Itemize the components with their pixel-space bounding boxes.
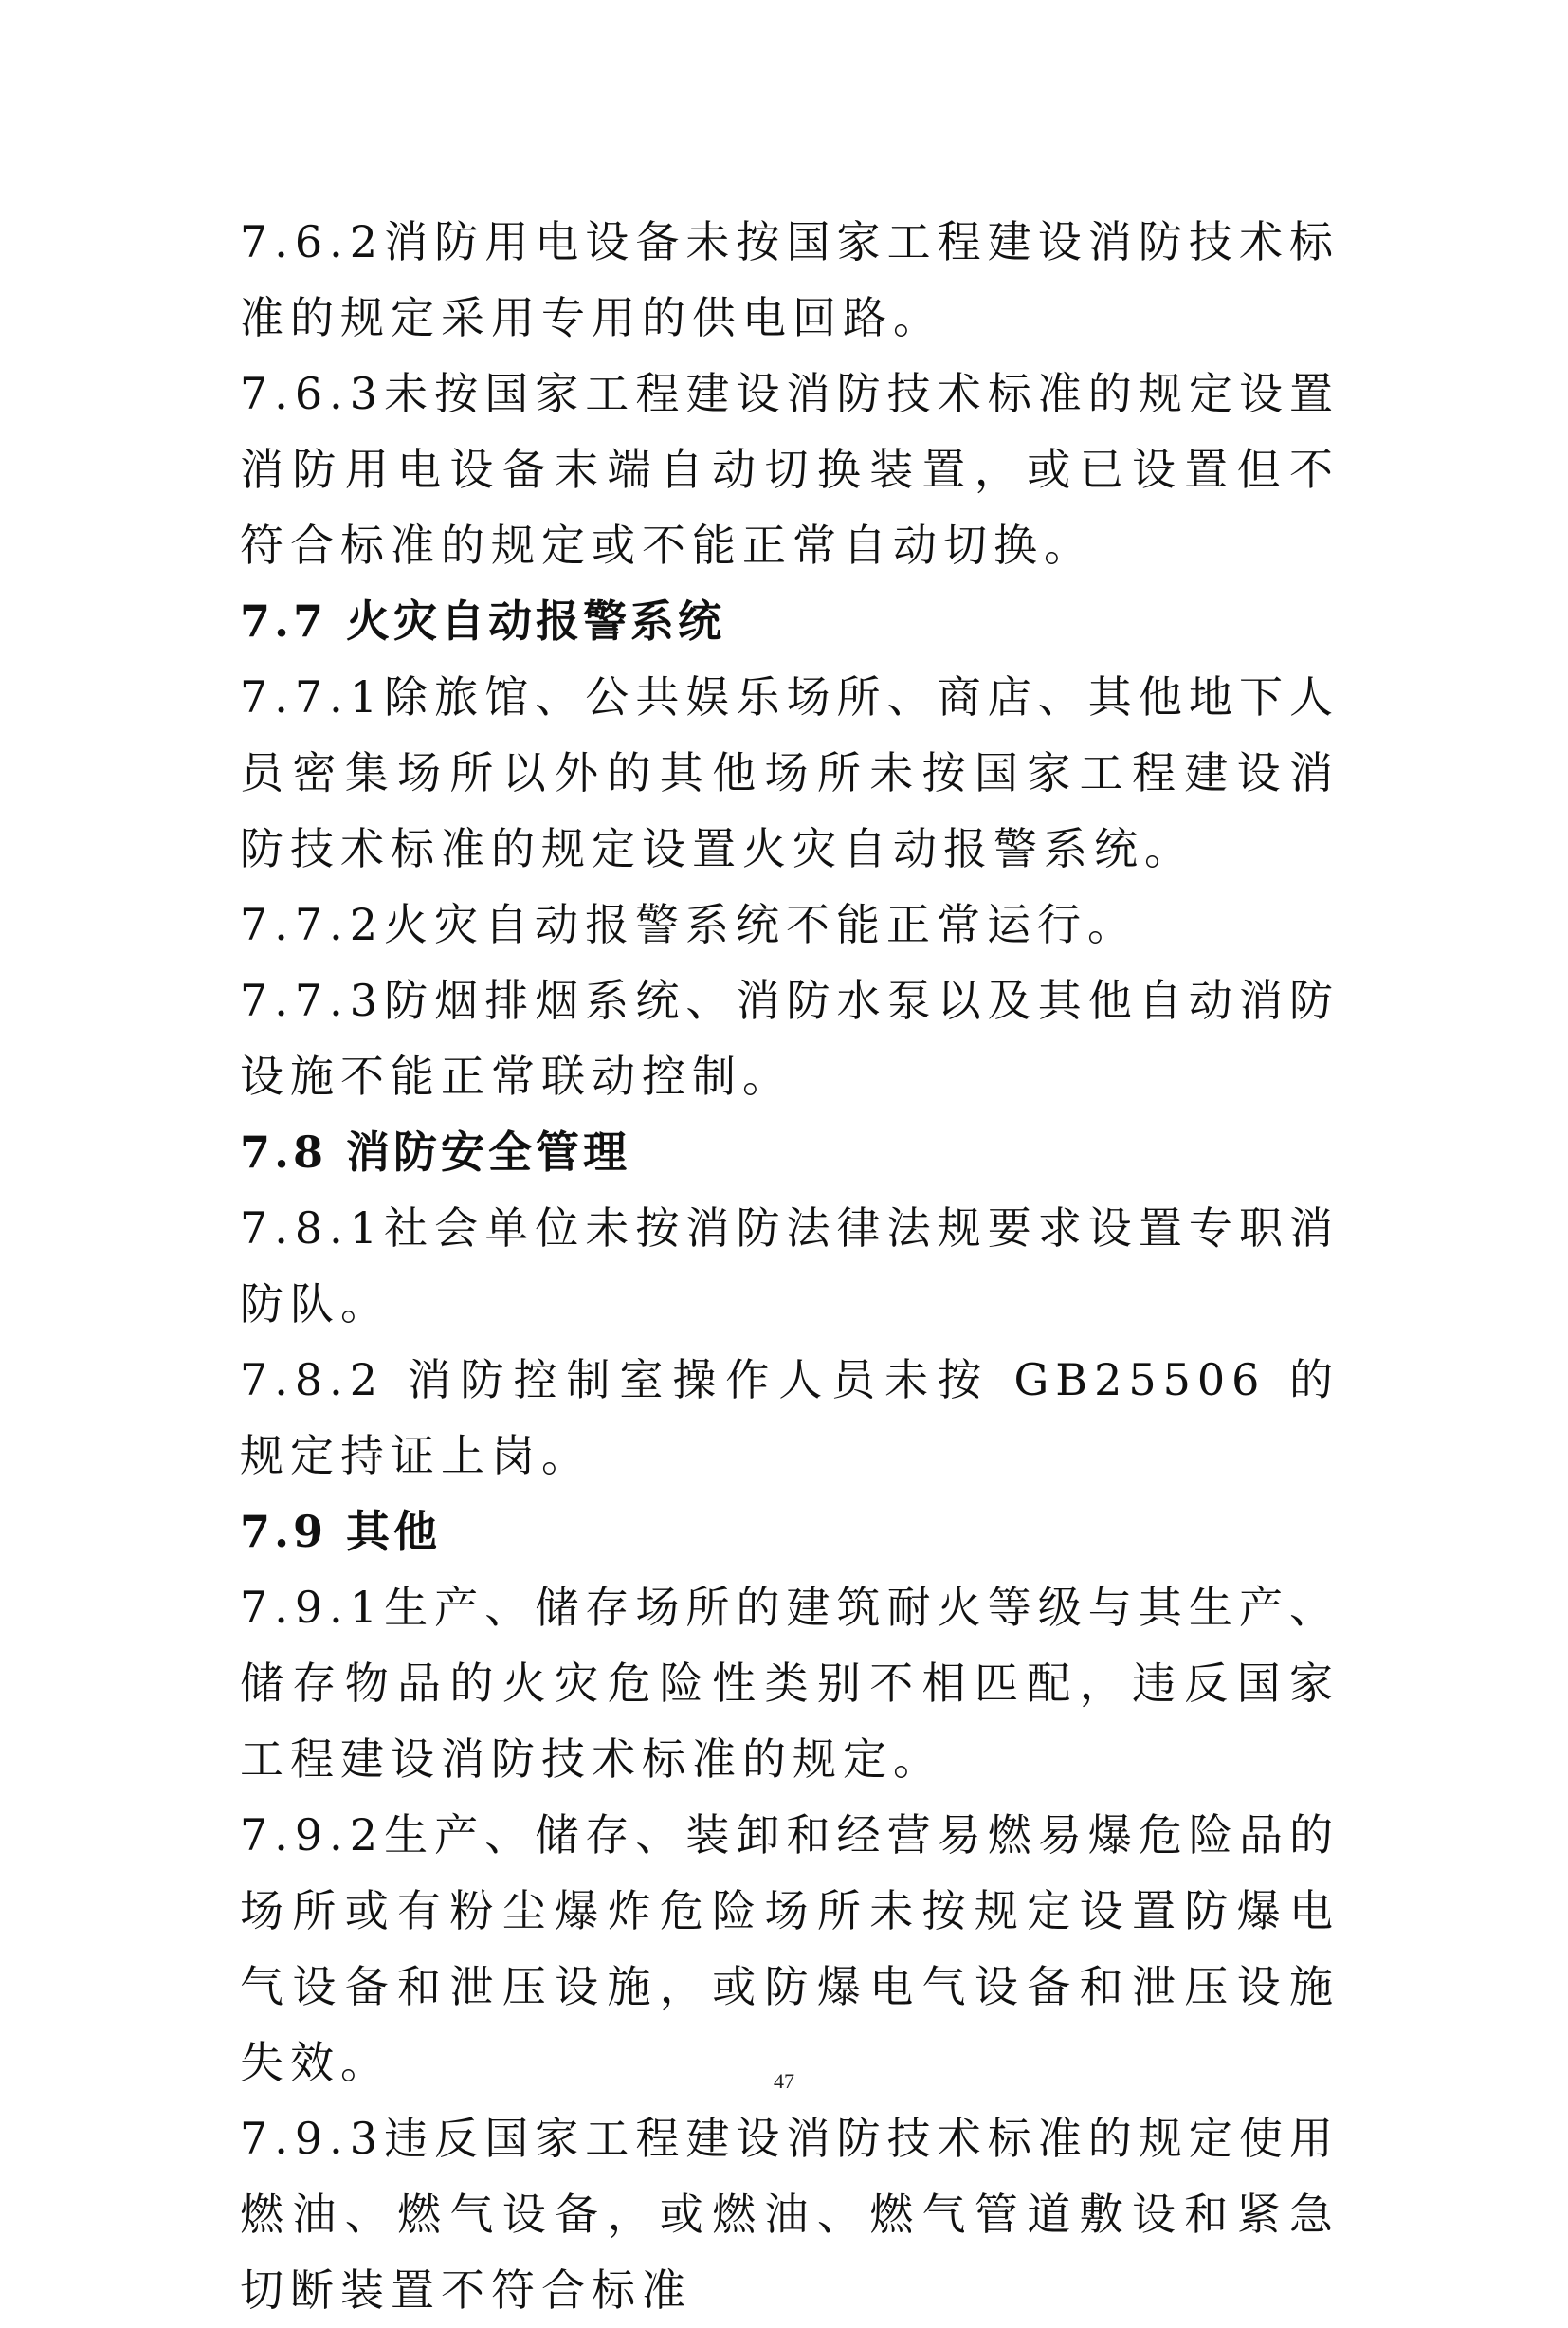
- clause-7-9-1: 7.9.1生产、储存场所的建筑耐火等级与其生产、储存物品的火灾危险性类别不相匹配，违反国家工程建设消防技术标准的规定。: [240, 1582, 1340, 1785]
- clause-7-7-2: 7.7.2火灾自动报警系统不能正常运行。: [240, 899, 1139, 950]
- clause-7-7-3: 7.7.3防烟排烟系统、消防水泵以及其他自动消防设施不能正常联动控制。: [240, 975, 1340, 1102]
- clause-7-8-1: 7.8.1社会单位未按消防法律法规要求设置专职消防队。: [240, 1202, 1340, 1329]
- document-body: [240, 204, 1340, 2328]
- clause-7-6-2: 7.6.2消防用电设备未按国家工程建设消防技术标准的规定采用专用的供电回路。: [240, 216, 1340, 343]
- clause-7-7-1: 7.7.1除旅馆、公共娱乐场所、商店、其他地下人员密集场所以外的其他场所未按国家工程建设消防技术标准的规定设置火灾自动报警系统。: [240, 671, 1340, 874]
- page-number: 47: [774, 2069, 794, 2093]
- clause-7-9-2: 7.9.2生产、储存、装卸和经营易燃易爆危险品的场所或有粉尘爆炸危险场所未按规定设置防爆电气设备和泄压设施，或防爆电气设备和泄压设施失效。: [240, 1809, 1340, 2088]
- clause-7-9-3: 7.9.3违反国家工程建设消防技术标准的规定使用燃油、燃气设备，或燃油、燃气管道敷设和紧急切断装置不符合标准: [240, 2113, 1340, 2316]
- clause-7-8-2: 7.8.2 消防控制室操作人员未按 GB25506 的规定持证上岗。: [240, 1354, 1340, 1481]
- section-heading-7-8: 7.8 消防安全管理: [240, 1127, 631, 1178]
- section-heading-7-9: 7.9 其他: [240, 1506, 442, 1557]
- clause-7-6-3: 7.6.3未按国家工程建设消防技术标准的规定设置消防用电设备末端自动切换装置，或已设置但不符合标准的规定或不能正常自动切换。: [240, 368, 1340, 571]
- section-heading-7-7: 7.7 火灾自动报警系统: [240, 596, 726, 647]
